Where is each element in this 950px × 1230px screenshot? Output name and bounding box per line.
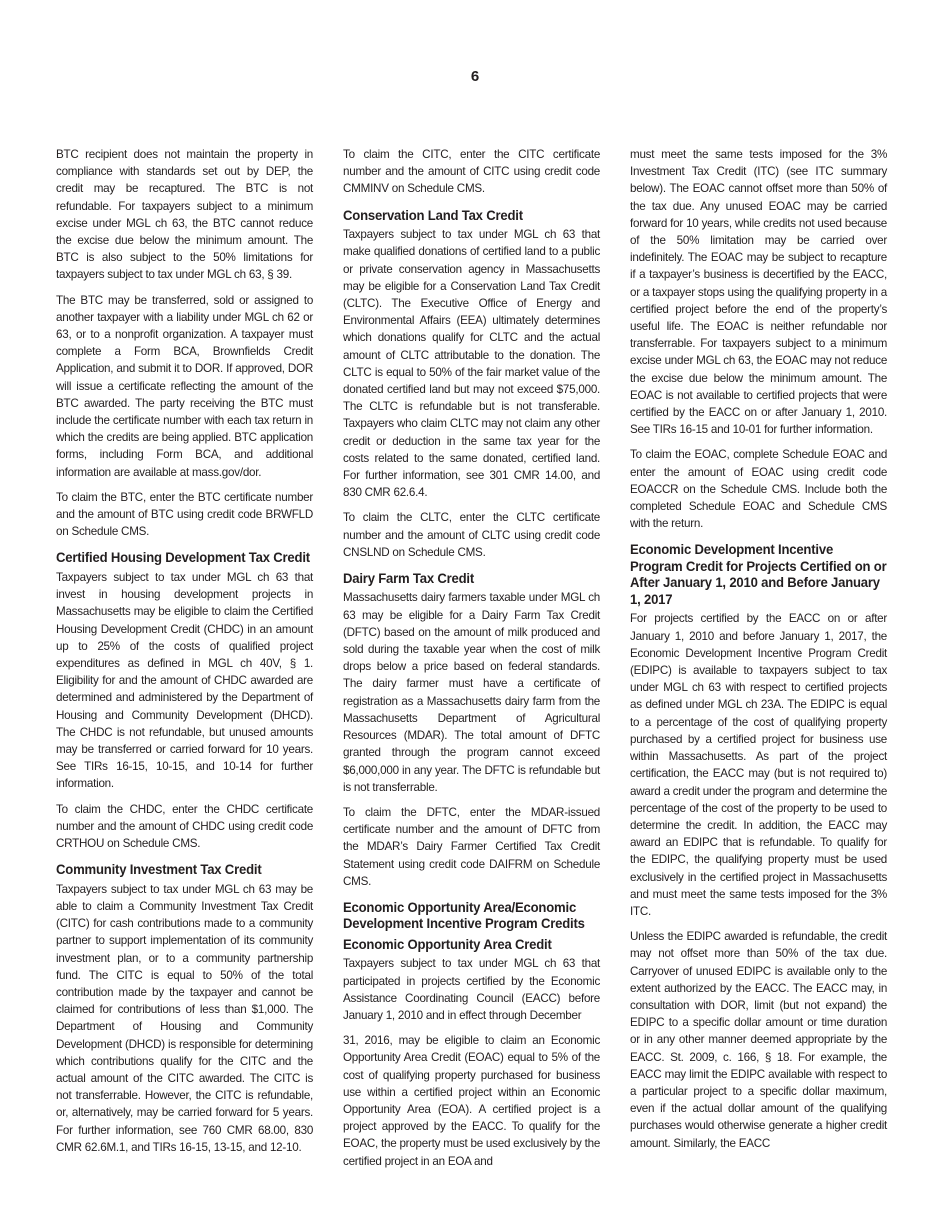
section-heading-eoa: Economic Opportunity Area/Economic Development Incentive Program Credits [343, 899, 585, 932]
section-heading-cltc: Conservation Land Tax Credit [343, 207, 523, 223]
paragraph: Taxpayers subject to tax under MGL ch 63 that invest in housing development projects in Massachusetts may be eligible to claim the Certified Housing Development Credit (CHDC) in an amount up to 25% of the costs of qualified project expenditures as defined in MGL ch 40V, § 1. Eligibility for and the amount of CHDC awarded are determined and administered by the Department of Housing and Community Development (DHCD). The CHDC is not refundable, but unused amounts may be transferred or carried forward for 10 years. See TIRs 16-15, 10-15, and 10-14 for further information. [56, 569, 314, 791]
paragraph: For projects certified by the EACC on or after January 1, 2010 and before January 1, 2017, the Economic Development Incentive Program Credit (EDIPC) is available to taxpayers subject to tax under MGL ch 63 with respect to certified projects as defined under MGL ch 23A. The EDIPC is equal to a percentage of the cost of qualifying property purchased by a certified project for business use within Massachusetts. As part of the project certification, the EACC may (but is not required to) award a credit under the program and determine the percentage of the cost of the property to be used to determine the credit. In addition, the EACC may award an EDIPC that is refundable. To qualify for the EDIPC, the qualifying property must be used exclusively in the certified project in Massachusetts and must meet the same tests imposed for the 3% ITC. [630, 611, 888, 918]
section-heading-chdc: Certified Housing Development Tax Credit [56, 550, 310, 566]
paragraph: To claim the EOAC, complete Schedule EOAC and enter the amount of EOAC using credit code EOACCR on the Schedule CMS. Include both the completed Schedule EOAC and Schedule CMS with the return. [630, 447, 888, 531]
page-number: 6 [470, 68, 480, 85]
section-heading-edipc: Economic Development Incentive Program Credit for Projects Certified on or After January 1, 2010 and Before January 1, 2017 [630, 542, 887, 607]
section-heading-dftc: Dairy Farm Tax Credit [343, 570, 475, 586]
column-2 [343, 146, 600, 1178]
paragraph: Taxpayers subject to tax under MGL ch 63 that make qualified donations of certified land to a public or private conservation agency in Massachusetts may be eligible for a Conservation Land Tax Credit (CLTC). The Executive Office of Energy and Environmental Affairs (EEA) ultimately determines which donations qualify for CLTC and the actual amount of CLTC attributable to the donation. The CLTC is equal to 50% of the fair market value of the donated certified land but may not exceed $75,000. The CLTC is refundable but is not transferable. Taxpayers who claim CLTC may not claim any other credit or deduction in the same tax year for the costs related to the same donated, certified land. For further information, see 301 CMR 14.00, and 830 CMR 62.6.4. [343, 227, 601, 500]
section-heading-citc: Community Investment Tax Credit [56, 862, 262, 878]
paragraph: must meet the same tests imposed for the 3% Investment Tax Credit (ITC) (see ITC summary below). The EOAC cannot offset more than 50% of the tax due. Any unused EOAC may be carried forward for 10 years, while credits not used because of the 50% limitation may be carried over indefinitely. The EOAC may be subject to recapture if a taxpayer’s business is decertified by the EACC, or a taxpayer stops using the qualifying property in a certified project before the end of the property’s useful life. The EOAC is neither refundable nor transferrable. For taxpayers subject to a minimum excise under MGL ch 63, the EOAC may not reduce the excise due below the minimum amount. The EOAC is not available to certified projects that were certified by the EACC on or after January 1, 2010. See TIRs 16-15 and 10-01 for further information. [630, 147, 888, 437]
paragraph: BTC recipient does not maintain the property in compliance with standards set out by DEP, the credit may be recaptured. The BTC is not refundable. For taxpayers subject to a minimum excise under MGL ch 63, the BTC cannot reduce the excise due below the minimum amount. The BTC is also subject to the 50% limitations for taxpayers subject to tax under MGL ch 63, § 39. [56, 147, 314, 282]
paragraph: Taxpayers subject to tax under MGL ch 63 that participated in projects certified by the Economic Assistance Coordinating Council (EACC) before January 1, 2010 and in effect through December [343, 956, 601, 1023]
paragraph: Taxpayers subject to tax under MGL ch 63 may be able to claim a Community Investment Tax Credit (CITC) for cash contributions made to a community partner to support implementation of its community investment plan, or to a community partnership fund. The CITC is equal to 50% of the total contribution made by the taxpayer and cannot be claimed for contributions of less than $1,000. The Department of Housing and Community Development (DHCD) is responsible for determining which contributions qualify for the CITC and the actual amount of the CITC awarded. The CITC is not transferrable. However, the CITC is refundable, or, alternatively, may be carried forward for 5 years. For further information, see 760 CMR 68.00, 830 CMR 62.6M.1, and TIRs 16-15, 13-15, and 12-10. [56, 881, 314, 1154]
column-3 [630, 146, 887, 1160]
column-1 [56, 146, 313, 1164]
paragraph: The BTC may be transferred, sold or assigned to another taxpayer with a liability under MGL ch 62 or 63, or to a nonprofit organization. A taxpayer must complete a Form BCA, Brownfields Credit Application, and submit it to DOR. If approved, DOR will issue a certificate reflecting the amount of the BTC awarded. The party receiving the BTC must include the certificate number with each tax return in which the credits are being applied. BTC application forms, including Form BCA, and additional information are available at mass.gov/dor. [56, 292, 314, 479]
paragraph: To claim the CITC, enter the CITC certificate number and the amount of CITC using credit code CMMINV on Schedule CMS. [343, 147, 601, 196]
section-heading-eoac: Economic Opportunity Area Credit [343, 936, 552, 952]
paragraph: Unless the EDIPC awarded is refundable, the credit may not offset more than 50% of the tax due. Carryover of unused EDIPC is available only to the extent authorized by the EACC. The EACC may, in consultation with DOR, limit (but not expand) the EDIPC to a specific dollar amount or time duration or in any other manner deemed appropriate by the EACC. St. 2009, c. 166, § 18. For example, the EACC may limit the EDIPC available with respect to a particular project to a specific dollar maximum, even if the actual dollar amount of the qualifying purchases would otherwise generate a higher credit amount. Similarly, the EACC [630, 929, 888, 1150]
paragraph: To claim the BTC, enter the BTC certificate number and the amount of BTC using credit code BRWFLD on Schedule CMS. [56, 489, 314, 539]
paragraph: To claim the CHDC, enter the CHDC certificate number and the amount of CHDC using credit code CRTHOU on Schedule CMS. [56, 801, 314, 851]
paragraph: Massachusetts dairy farmers taxable under MGL ch 63 may be eligible for a Dairy Farm Tax Credit (DFTC) based on the amount of milk produced and sold during the taxable year when the cost of milk drops below a price based on federal standards. The dairy farmer must have a certificate of registration as a Massachusetts dairy farm from the Massachusetts Department of Agricultural Resources (MDAR). The total amount of DFTC granted through the program cannot exceed $6,000,000 in any year. The DFTC is refundable but is not transferrable. [343, 590, 601, 794]
paragraph: To claim the CLTC, enter the CLTC certificate number and the amount of CLTC using credit code CNSLND on Schedule CMS. [343, 510, 601, 559]
paragraph: To claim the DFTC, enter the MDAR-issued certificate number and the amount of DFTC from the MDAR’s Dairy Farmer Certified Tax Credit Statement using credit code DAIFRM on Schedule CMS. [343, 804, 601, 888]
paragraph: 31, 2016, may be eligible to claim an Economic Opportunity Area Credit (EOAC) equal to 5% of the cost of qualifying property purchased for business use within a certified project within an Economic Opportunity Area (EOA). A certified project is a project approved by the EACC. To qualify for the EOAC, the property must be used exclusively by the certified project in an EOA and [343, 1033, 601, 1168]
